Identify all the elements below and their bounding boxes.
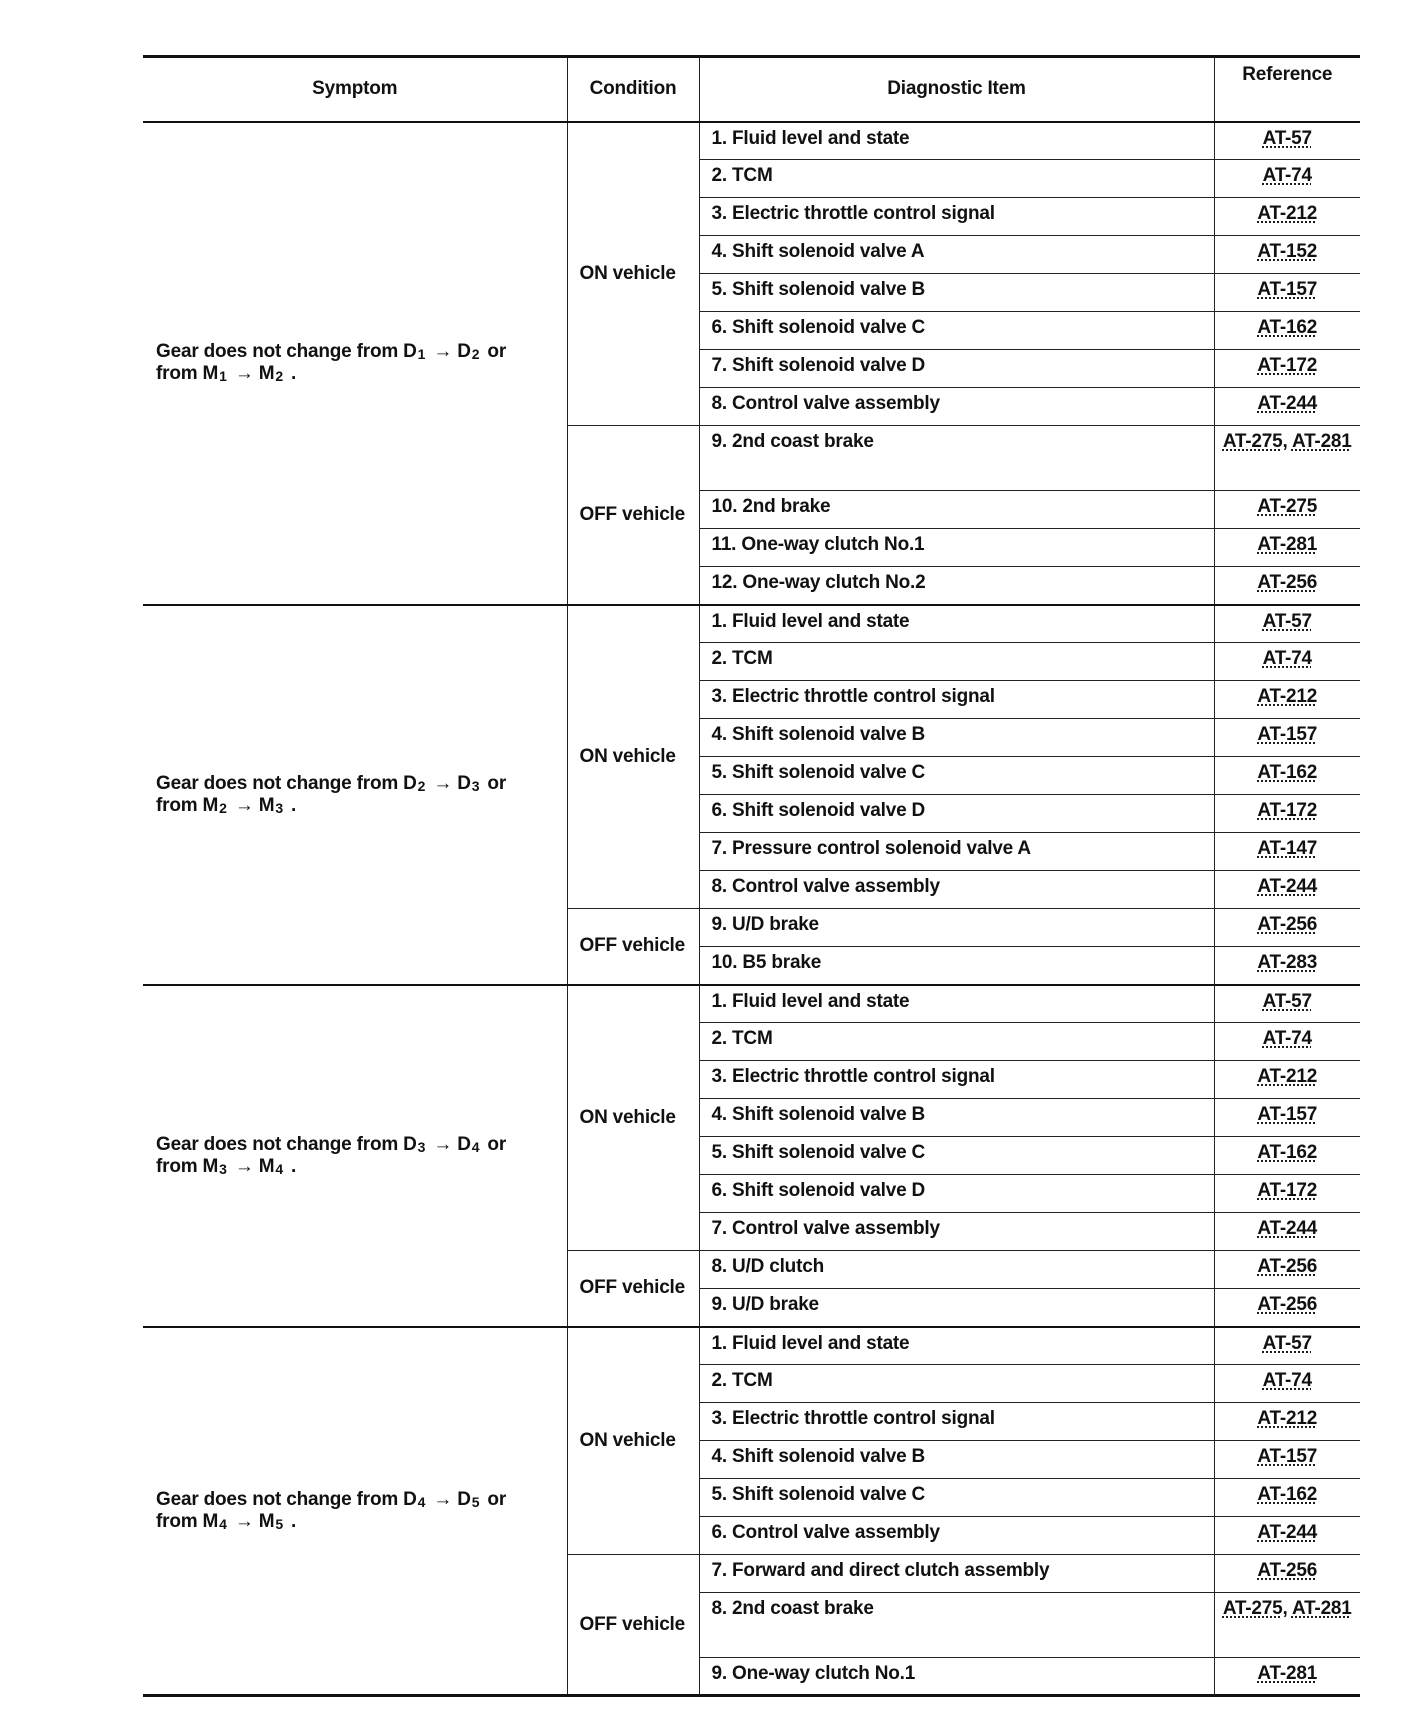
- reference-link[interactable]: AT-256: [1257, 1294, 1318, 1315]
- reference-cell: [1214, 1061, 1360, 1099]
- reference-link[interactable]: AT-275: [1222, 431, 1283, 452]
- symptom-fragment: → D: [428, 772, 471, 794]
- symptom-text: [156, 773, 506, 816]
- diagnostic-item-cell: 4. Shift solenoid valve B: [699, 1099, 1214, 1137]
- reference-cell: [1214, 947, 1360, 985]
- reference-link[interactable]: AT-256: [1257, 1256, 1318, 1277]
- reference-link[interactable]: AT-147: [1257, 838, 1318, 859]
- symptom-fragment: Gear does not change from D: [156, 341, 417, 362]
- symptom-fragment: Gear does not change from D: [156, 1488, 417, 1510]
- header-row: [143, 57, 1360, 122]
- symptom-text: [156, 1489, 506, 1532]
- symptom-cell: [143, 985, 567, 1327]
- reference-cell: [1214, 643, 1360, 681]
- reference-link[interactable]: AT-152: [1257, 241, 1318, 262]
- reference-cell: [1214, 122, 1360, 160]
- diagnostic-item-cell: 8. U/D clutch: [699, 1251, 1214, 1289]
- reference-link[interactable]: AT-74: [1262, 648, 1312, 669]
- reference-link[interactable]: AT-256: [1257, 1560, 1318, 1581]
- reference-link[interactable]: AT-162: [1257, 762, 1318, 783]
- reference-link[interactable]: AT-172: [1257, 355, 1318, 376]
- gear-subscript: 2: [275, 368, 283, 384]
- reference-link[interactable]: AT-244: [1257, 1218, 1318, 1239]
- condition-cell: ON vehicle: [567, 1327, 699, 1555]
- reference-cell: [1214, 1403, 1360, 1441]
- reference-cell: [1214, 681, 1360, 719]
- reference-link[interactable]: AT-74: [1262, 165, 1312, 186]
- diagnostic-item-cell: 1. Fluid level and state: [699, 122, 1214, 160]
- condition-cell: ON vehicle: [567, 605, 699, 909]
- gear-subscript: 3: [275, 799, 283, 816]
- reference-link[interactable]: AT-281: [1291, 431, 1352, 452]
- diagnostic-item-cell: 3. Electric throttle control signal: [699, 198, 1214, 236]
- reference-link[interactable]: AT-157: [1257, 724, 1318, 745]
- reference-cell: [1214, 719, 1360, 757]
- table-row: [143, 122, 1360, 160]
- reference-link[interactable]: AT-162: [1257, 1484, 1318, 1505]
- header-symptom: Symptom: [143, 57, 567, 122]
- reference-link[interactable]: AT-74: [1262, 1028, 1312, 1049]
- reference-link[interactable]: AT-256: [1257, 914, 1318, 935]
- gear-subscript: 4: [471, 1138, 480, 1155]
- reference-link[interactable]: AT-57: [1262, 610, 1312, 632]
- reference-cell: [1214, 1251, 1360, 1289]
- diagnostic-item-cell: 2. TCM: [699, 1023, 1214, 1061]
- diagnostic-item-cell: 2. TCM: [699, 1365, 1214, 1403]
- reference-link[interactable]: AT-162: [1257, 317, 1318, 338]
- reference-link[interactable]: AT-281: [1257, 534, 1318, 555]
- reference-link[interactable]: AT-244: [1257, 1522, 1318, 1543]
- diagnostic-item-cell: 6. Control valve assembly: [699, 1517, 1214, 1555]
- diagnostic-item-cell: 8. Control valve assembly: [699, 388, 1214, 426]
- diagnostic-item-cell: 4. Shift solenoid valve A: [699, 236, 1214, 274]
- reference-link[interactable]: AT-172: [1257, 800, 1318, 821]
- gear-subscript: 2: [417, 777, 426, 794]
- reference-link[interactable]: AT-157: [1257, 279, 1318, 300]
- reference-cell: [1214, 1327, 1360, 1365]
- reference-link[interactable]: AT-283: [1257, 952, 1318, 973]
- reference-cell: [1214, 833, 1360, 871]
- reference-link[interactable]: AT-57: [1262, 990, 1312, 1012]
- diagnostic-item-cell: 3. Electric throttle control signal: [699, 1403, 1214, 1441]
- diagnostic-item-cell: 9. U/D brake: [699, 1289, 1214, 1327]
- diagnostic-item-cell: 6. Shift solenoid valve D: [699, 1175, 1214, 1213]
- symptom-fragment: → D: [428, 1133, 471, 1155]
- symptom-fragment: → D: [428, 1488, 471, 1510]
- diagnostic-item-cell: 5. Shift solenoid valve B: [699, 274, 1214, 312]
- header-diagnostic-item: Diagnostic Item: [699, 57, 1214, 122]
- symptom-group: [143, 985, 1360, 1327]
- reference-cell: [1214, 1479, 1360, 1517]
- diagnostic-item-cell: 5. Shift solenoid valve C: [699, 1137, 1214, 1175]
- gear-subscript: 4: [219, 1515, 227, 1532]
- diagnostic-item-cell: 10. B5 brake: [699, 947, 1214, 985]
- reference-link[interactable]: AT-281: [1291, 1598, 1352, 1619]
- reference-link[interactable]: AT-57: [1262, 127, 1312, 149]
- gear-subscript: 1: [417, 346, 426, 362]
- diagnostic-item-cell: 8. 2nd coast brake: [699, 1593, 1214, 1658]
- header-condition: Condition: [567, 57, 699, 122]
- reference-cell: [1214, 909, 1360, 947]
- reference-cell: [1214, 567, 1360, 605]
- reference-cell: [1214, 274, 1360, 312]
- reference-link[interactable]: AT-172: [1257, 1180, 1318, 1201]
- reference-link[interactable]: AT-275: [1222, 1598, 1283, 1619]
- reference-cell: [1214, 1517, 1360, 1555]
- diagnostic-item-cell: 4. Shift solenoid valve B: [699, 719, 1214, 757]
- gear-subscript: 3: [219, 1160, 227, 1177]
- symptom-fragment: or from M: [156, 341, 507, 384]
- reference-cell: [1214, 1213, 1360, 1251]
- table-row: [143, 985, 1360, 1023]
- diagnostic-item-cell: 10. 2nd brake: [699, 491, 1214, 529]
- diagnostic-item-cell: 7. Forward and direct clutch assembly: [699, 1555, 1214, 1593]
- reference-link[interactable]: AT-212: [1257, 203, 1318, 224]
- diagnostic-item-cell: 5. Shift solenoid valve C: [699, 757, 1214, 795]
- diagnostic-item-cell: 3. Electric throttle control signal: [699, 681, 1214, 719]
- reference-cell: [1214, 985, 1360, 1023]
- reference-cell: [1214, 236, 1360, 274]
- symptom-fragment: .: [285, 1510, 297, 1532]
- reference-cell: [1214, 1593, 1360, 1658]
- reference-cell: [1214, 529, 1360, 567]
- reference-cell: [1214, 871, 1360, 909]
- symptom-fragment: → M: [229, 794, 275, 816]
- reference-cell: [1214, 388, 1360, 426]
- reference-cell: [1214, 1023, 1360, 1061]
- symptom-fragment: .: [285, 363, 297, 384]
- reference-link[interactable]: AT-212: [1257, 1408, 1318, 1429]
- symptom-text: [156, 341, 506, 384]
- gear-subscript: 3: [471, 777, 480, 794]
- diagnostic-item-cell: 3. Electric throttle control signal: [699, 1061, 1214, 1099]
- diagnostic-table: [143, 55, 1360, 1697]
- symptom-fragment: Gear does not change from D: [156, 772, 417, 794]
- reference-link[interactable]: AT-244: [1257, 393, 1318, 414]
- diagnostic-item-cell: 12. One-way clutch No.2: [699, 567, 1214, 605]
- symptom-fragment: or from M: [156, 1133, 507, 1177]
- gear-subscript: 4: [275, 1160, 283, 1177]
- symptom-fragment: or from M: [156, 772, 507, 816]
- table-header: [143, 57, 1360, 122]
- diagnostic-item-cell: 1. Fluid level and state: [699, 1327, 1214, 1365]
- reference-cell: [1214, 1175, 1360, 1213]
- gear-subscript: 3: [417, 1138, 426, 1155]
- gear-subscript: 1: [219, 368, 227, 384]
- diagnostic-item-cell: 4. Shift solenoid valve B: [699, 1441, 1214, 1479]
- reference-cell: [1214, 757, 1360, 795]
- symptom-cell: [143, 1327, 567, 1696]
- reference-cell: [1214, 198, 1360, 236]
- gear-subscript: 5: [471, 1493, 480, 1510]
- gear-subscript: 2: [219, 799, 227, 816]
- reference-link[interactable]: AT-157: [1257, 1446, 1318, 1467]
- diagnostic-item-cell: 7. Pressure control solenoid valve A: [699, 833, 1214, 871]
- symptom-fragment: Gear does not change from D: [156, 1133, 417, 1155]
- symptom-cell: [143, 605, 567, 985]
- reference-link[interactable]: AT-212: [1257, 1066, 1318, 1087]
- header-reference: Reference: [1214, 57, 1360, 122]
- reference-link[interactable]: AT-212: [1257, 686, 1318, 707]
- diagnostic-item-cell: 6. Shift solenoid valve D: [699, 795, 1214, 833]
- diagnostic-item-cell: 7. Control valve assembly: [699, 1213, 1214, 1251]
- gear-subscript: 4: [417, 1493, 426, 1510]
- reference-cell: [1214, 312, 1360, 350]
- diagnostic-item-cell: 7. Shift solenoid valve D: [699, 350, 1214, 388]
- reference-link[interactable]: AT-275: [1257, 496, 1318, 517]
- symptom-text: [156, 1134, 506, 1177]
- symptom-fragment: → D: [428, 341, 471, 362]
- diagnostic-item-cell: 6. Shift solenoid valve C: [699, 312, 1214, 350]
- symptom-fragment: or from M: [156, 1488, 507, 1532]
- diagnostic-item-cell: 8. Control valve assembly: [699, 871, 1214, 909]
- symptom-group: [143, 605, 1360, 985]
- reference-cell: [1214, 605, 1360, 643]
- reference-cell: [1214, 1441, 1360, 1479]
- reference-link[interactable]: AT-162: [1257, 1142, 1318, 1163]
- reference-separator: ,: [1282, 431, 1292, 452]
- table-row: [143, 605, 1360, 643]
- condition-cell: OFF vehicle: [567, 426, 699, 605]
- reference-link[interactable]: AT-244: [1257, 876, 1318, 897]
- symptom-fragment: .: [285, 794, 297, 816]
- symptom-fragment: → M: [229, 1510, 275, 1532]
- reference-cell: [1214, 350, 1360, 388]
- reference-cell: [1214, 1365, 1360, 1403]
- reference-cell: [1214, 1289, 1360, 1327]
- diagnostic-item-cell: 5. Shift solenoid valve C: [699, 1479, 1214, 1517]
- symptom-cell: [143, 122, 567, 605]
- gear-subscript: 2: [471, 346, 480, 362]
- reference-link[interactable]: AT-74: [1262, 1370, 1312, 1391]
- symptom-fragment: .: [285, 1155, 297, 1177]
- diagnostic-item-cell: 2. TCM: [699, 643, 1214, 681]
- diagnostic-item-cell: 1. Fluid level and state: [699, 605, 1214, 643]
- reference-link[interactable]: AT-57: [1262, 1332, 1312, 1354]
- diagnostic-item-cell: 9. One-way clutch No.1: [699, 1658, 1214, 1696]
- condition-cell: OFF vehicle: [567, 1555, 699, 1696]
- reference-cell: [1214, 1099, 1360, 1137]
- diagnostic-item-cell: 9. 2nd coast brake: [699, 426, 1214, 491]
- symptom-group: [143, 122, 1360, 605]
- diagnostic-item-cell: 11. One-way clutch No.1: [699, 529, 1214, 567]
- reference-cell: [1214, 426, 1360, 491]
- reference-link[interactable]: AT-157: [1257, 1104, 1318, 1125]
- symptom-fragment: → M: [229, 1155, 275, 1177]
- condition-cell: OFF vehicle: [567, 1251, 699, 1327]
- reference-cell: [1214, 491, 1360, 529]
- diagnostic-item-cell: 9. U/D brake: [699, 909, 1214, 947]
- reference-cell: [1214, 795, 1360, 833]
- condition-cell: OFF vehicle: [567, 909, 699, 985]
- diagnostic-item-cell: 2. TCM: [699, 160, 1214, 198]
- condition-cell: ON vehicle: [567, 122, 699, 426]
- gear-subscript: 5: [275, 1515, 283, 1532]
- reference-cell: [1214, 1658, 1360, 1696]
- reference-cell: [1214, 1137, 1360, 1175]
- table-row: [143, 1327, 1360, 1365]
- symptom-fragment: → M: [229, 363, 275, 384]
- reference-link[interactable]: AT-256: [1257, 572, 1318, 593]
- reference-link[interactable]: AT-281: [1257, 1663, 1318, 1684]
- reference-cell: [1214, 1555, 1360, 1593]
- condition-cell: ON vehicle: [567, 985, 699, 1251]
- reference-separator: ,: [1282, 1598, 1292, 1619]
- symptom-group: [143, 1327, 1360, 1696]
- diagnostic-item-cell: 1. Fluid level and state: [699, 985, 1214, 1023]
- reference-cell: [1214, 160, 1360, 198]
